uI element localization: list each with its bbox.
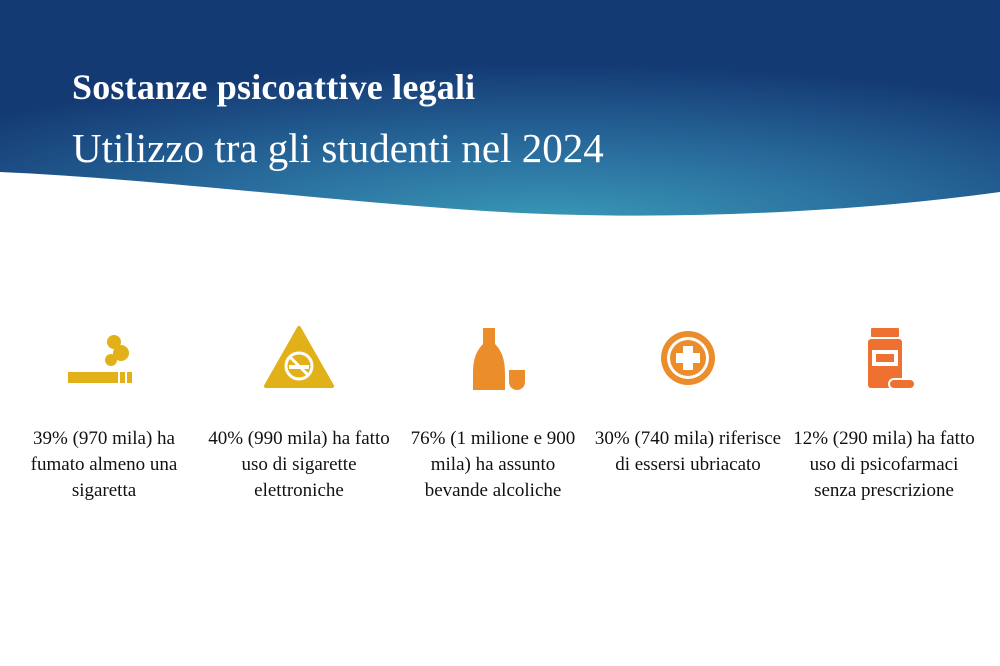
sake-bottle-cup-icon — [453, 320, 533, 400]
stat-e-cigarettes — [204, 320, 394, 504]
header-banner — [0, 0, 1000, 240]
stat-drunk — [593, 320, 783, 478]
cigarette-icon — [64, 320, 144, 400]
stat-cigarettes — [9, 320, 199, 504]
stat-text: 39% (970 mila) ha fumato almeno una sigaretta — [30, 428, 178, 501]
page-subtitle: Utilizzo tra gli studenti nel 2024 — [72, 125, 604, 171]
stat-text: 30% (740 mila) riferisce di essersi ubriacato — [594, 428, 782, 475]
no-smoking-warning-icon — [259, 320, 339, 400]
pill-bottle-icon — [844, 320, 924, 400]
medical-cross-icon — [648, 320, 728, 400]
stat-text: 40% (990 mila) ha fatto uso di sigarette elettroniche — [208, 428, 390, 501]
stat-text: 12% (290 mila) ha fatto uso di psicofarmaci senza prescrizione — [793, 428, 975, 501]
stat-text: 76% (1 milione e 900 mila) ha assunto bevande alcoliche — [410, 428, 576, 501]
stat-alcohol — [398, 320, 588, 504]
stat-psychotropic — [789, 320, 979, 504]
page-title: Sostanze psicoattive legali — [72, 67, 476, 107]
